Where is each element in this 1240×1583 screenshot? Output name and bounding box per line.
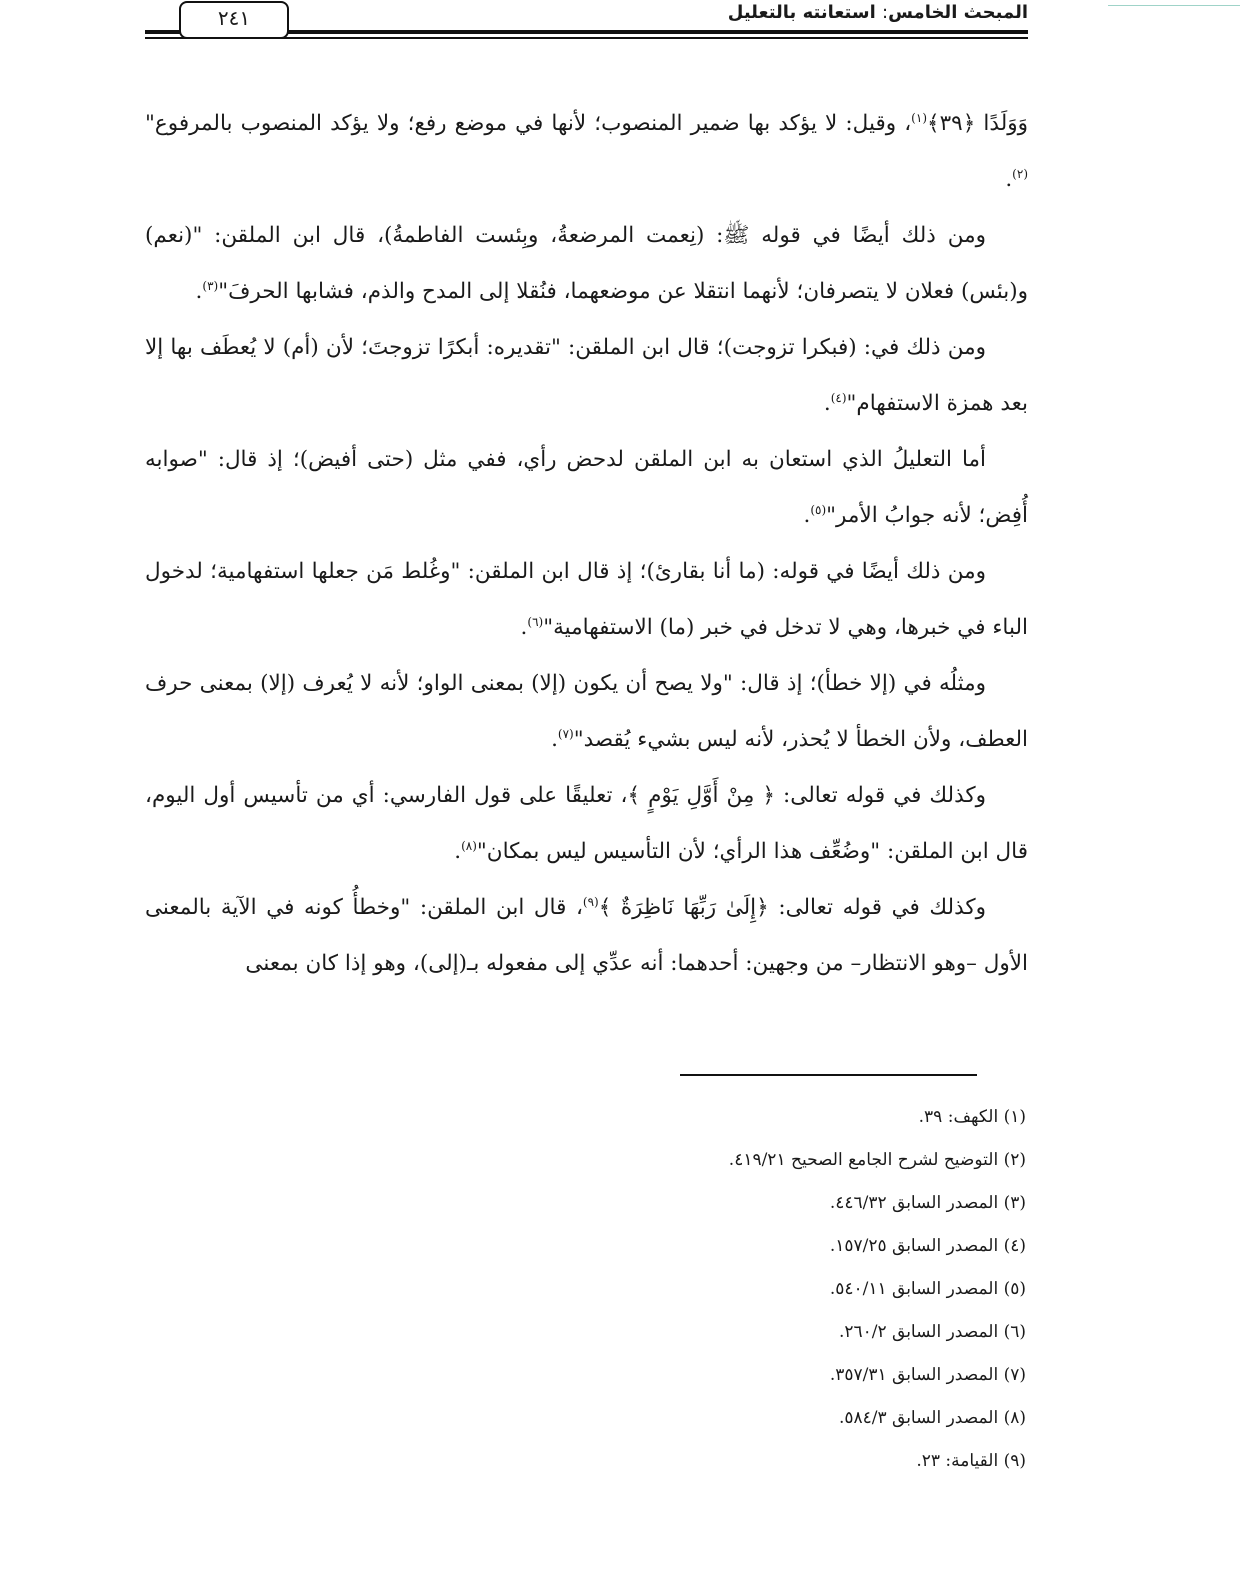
chapter-subtitle: استعانته بالتعليل: [727, 2, 876, 23]
page-number: ٢٤١: [179, 1, 289, 39]
paragraph-text: ومن ذلك في: (فبكرا تزوجت)؛ قال ابن الملقن: "تقديره: أبكرًا تزوجتَ؛ لأن (أم) لا يُعطَف بها إلا بعد همزة الاستفهام": [145, 335, 1028, 416]
paragraph: [145, 544, 1028, 656]
paragraph-text: وكذلك في قوله تعالى: ﴿إِلَىٰ رَبِّهَا نَاظِرَةٌ ﴾: [598, 895, 986, 920]
footnote-ref: (٢): [1012, 166, 1028, 181]
footnote-ref: (٤): [830, 390, 847, 405]
paragraph-text: وكذلك في قوله تعالى: ﴿ مِنْ أَوَّلِ يَوْمٍ ﴾، تعليقًا على قول الفارسي: أي من تأسيس أول اليوم، قال ابن الملقن: "وضُعِّف هذا الرأي؛ لأن التأسيس ليس بمكان": [145, 783, 1028, 864]
footnote-ref: (٦): [527, 614, 544, 629]
footnote: (١) الكهف: ٣٩.: [918, 1107, 1026, 1127]
footnote-ref: (١): [911, 110, 927, 125]
paragraph: [145, 656, 1028, 768]
footnote: (٤) المصدر السابق ١٥٧/٢٥.: [829, 1236, 1026, 1256]
paragraph-text: ومن ذلك أيضًا في قوله: (ما أنا بقارئ)؛ إذ قال ابن الملقن: "وغُلط مَن جعلها استفهامية؛ لدخول الباء في خبرها، وهي لا تدخل في خبر (ما) الاستفهامية": [145, 559, 1028, 640]
footnote: (٣) المصدر السابق ٤٤٦/٣٢.: [829, 1193, 1026, 1213]
paragraph-text: .: [195, 279, 203, 304]
paragraph-text: .: [823, 391, 831, 416]
footnote-ref: (٣): [202, 278, 219, 293]
paragraph: [145, 768, 1028, 880]
footnote: (٢) التوضيح لشرح الجامع الصحيح ٤١٩/٢١.: [728, 1150, 1026, 1170]
footnotes: [729, 1096, 1026, 1483]
paragraph-text: .: [454, 839, 462, 864]
header-separator: :: [882, 2, 889, 23]
footnote: (٥) المصدر السابق ٥٤٠/١١.: [829, 1279, 1026, 1299]
paragraph-text: أما التعليلُ الذي استعان به ابن الملقن لدحض رأي، ففي مثل (حتى أفيض)؛ إذ قال: "صوابه أُفِض؛ لأنه جوابُ الأمر": [145, 447, 1028, 528]
paragraph: [145, 96, 1028, 208]
paragraph-text: .: [551, 727, 558, 752]
footnote: (٦) المصدر السابق ٢٦٠/٢.: [838, 1322, 1026, 1342]
paragraph-text: ، وقيل: لا يؤكد بها ضمير المنصوب؛ لأنها في موضع رفع؛ ولا يؤكد المنصوب بالمرفوع": [145, 111, 912, 136]
paragraph-text: .: [1005, 167, 1013, 192]
footnote: (٧) المصدر السابق ٣٥٧/٣١.: [829, 1365, 1026, 1385]
footnote: (٩) القيامة: ٢٣.: [916, 1451, 1026, 1471]
header-title: [728, 2, 1028, 23]
paragraph: [145, 432, 1028, 544]
running-header: [145, 0, 1028, 44]
corner-mark: [1108, 0, 1240, 6]
paragraph-text: ومن ذلك أيضًا في قوله ﷺ: (نِعمت المرضعةُ، وبِئست الفاطمةُ)، قال ابن الملقن: "(نعم) و(بئس) فعلان لا يتصرفان؛ لأنهما انتقلا عن موضعهما، فنُقلا إلى المدح والذم، فشابها الحرفَ": [145, 223, 1028, 304]
paragraph: [145, 320, 1028, 432]
paragraph-text: وَوَلَدًا ﴿٣٩﴾: [927, 111, 1029, 136]
footnote-ref: (٧): [557, 726, 574, 741]
paragraph-text: ، قال ابن الملقن: "وخطأُ كونه في الآية بالمعنى الأول –وهو الانتظار– من وجهين: أحدهما: أنه عدِّي إلى مفعوله بـ(إلى)، وهو إذا كان بمعنى: [145, 895, 1028, 976]
paragraph-text: .: [520, 615, 528, 640]
paragraph-text: .: [803, 503, 811, 528]
main-text: [145, 96, 1028, 992]
paragraph: [145, 208, 1028, 320]
footnote-separator: [680, 1074, 977, 1076]
paragraph: [145, 880, 1028, 992]
footnote: (٨) المصدر السابق ٥٨٤/٣.: [838, 1408, 1026, 1428]
footnote-ref: (٩): [582, 894, 599, 909]
paragraph-text: ومثلُه في (إلا خطأ)؛ إذ قال: "ولا يصح أن يكون (إلا) بمعنى الواو؛ لأنه لا يُعرف (إلا) بمعنى حرف العطف، ولأن الخطأ لا يُحذر، لأنه ليس بشيء يُقصد": [145, 671, 1028, 752]
footnote-ref: (٨): [461, 838, 477, 853]
footnote-ref: (٥): [810, 502, 827, 517]
chapter-label: المبحث الخامس: [888, 2, 1028, 23]
